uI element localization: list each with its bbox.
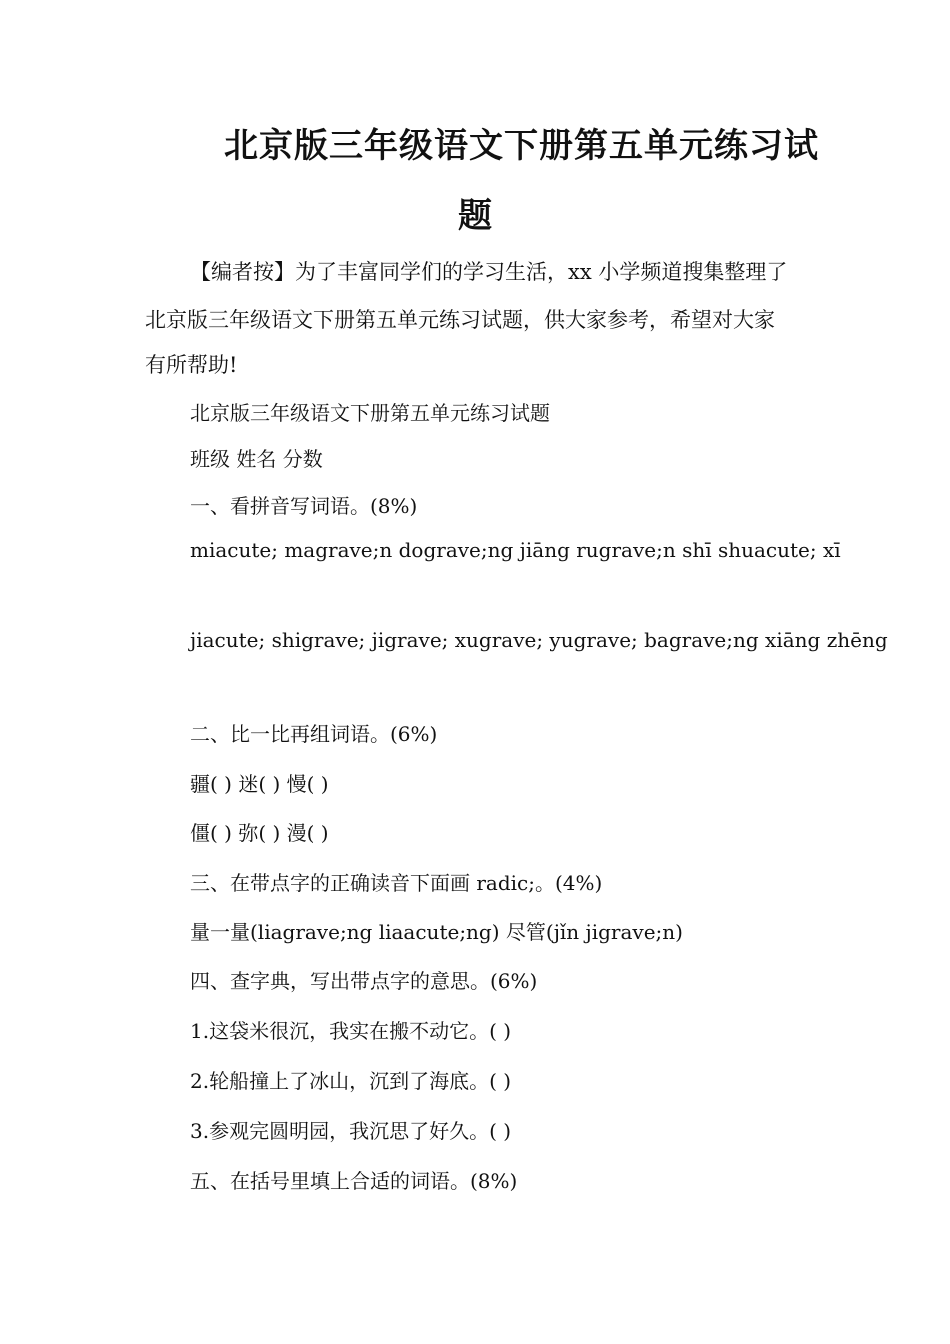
- question-4-item3: 3.参观完圆明园，我沉思了好久。( ): [190, 1119, 512, 1143]
- question-5-heading: 五、在括号里填上合适的词语。(8%): [190, 1169, 518, 1193]
- intro-line2: 北京版三年级语文下册第五单元练习试题，供大家参考，希望对大家: [145, 308, 775, 332]
- question-1-pinyin-line2: jiacute; shigrave; jigrave; xugrave; yugrave; bagrave;ng xiāng zhēng: [190, 628, 888, 652]
- intro-line1: 【编者按】为了丰富同学们的学习生活，xx 小学频道搜集整理了: [190, 260, 788, 284]
- question-2-line2: 僵( ) 弥( ) 漫( ): [190, 821, 329, 845]
- document-title-line1: 北京版三年级语文下册第五单元练习试: [224, 126, 819, 166]
- question-1-pinyin-line1: miacute; magrave;n dograve;ng jiāng rugrave;n shī shuacute; xī: [190, 538, 841, 562]
- class-name-score-line: 班级 姓名 分数: [190, 447, 323, 471]
- question-2-line1: 疆( ) 迷( ) 慢( ): [190, 772, 329, 796]
- document-title-line2: 题: [458, 196, 493, 236]
- question-4-item2: 2.轮船撞上了冰山，沉到了海底。( ): [190, 1069, 512, 1093]
- subtitle: 北京版三年级语文下册第五单元练习试题: [190, 401, 550, 425]
- question-4-heading: 四、查字典，写出带点字的意思。(6%): [190, 969, 538, 993]
- question-1-heading: 一、看拼音写词语。(8%): [190, 494, 418, 518]
- question-4-item1: 1.这袋米很沉，我实在搬不动它。( ): [190, 1019, 512, 1043]
- question-3-line1: 量一量(liagrave;ng liaacute;ng) 尽管(jǐn jigrave;n): [190, 920, 683, 944]
- intro-line3: 有所帮助!: [145, 353, 238, 377]
- question-3-heading: 三、在带点字的正确读音下面画 radic;。(4%): [190, 871, 603, 895]
- question-2-heading: 二、比一比再组词语。(6%): [190, 722, 438, 746]
